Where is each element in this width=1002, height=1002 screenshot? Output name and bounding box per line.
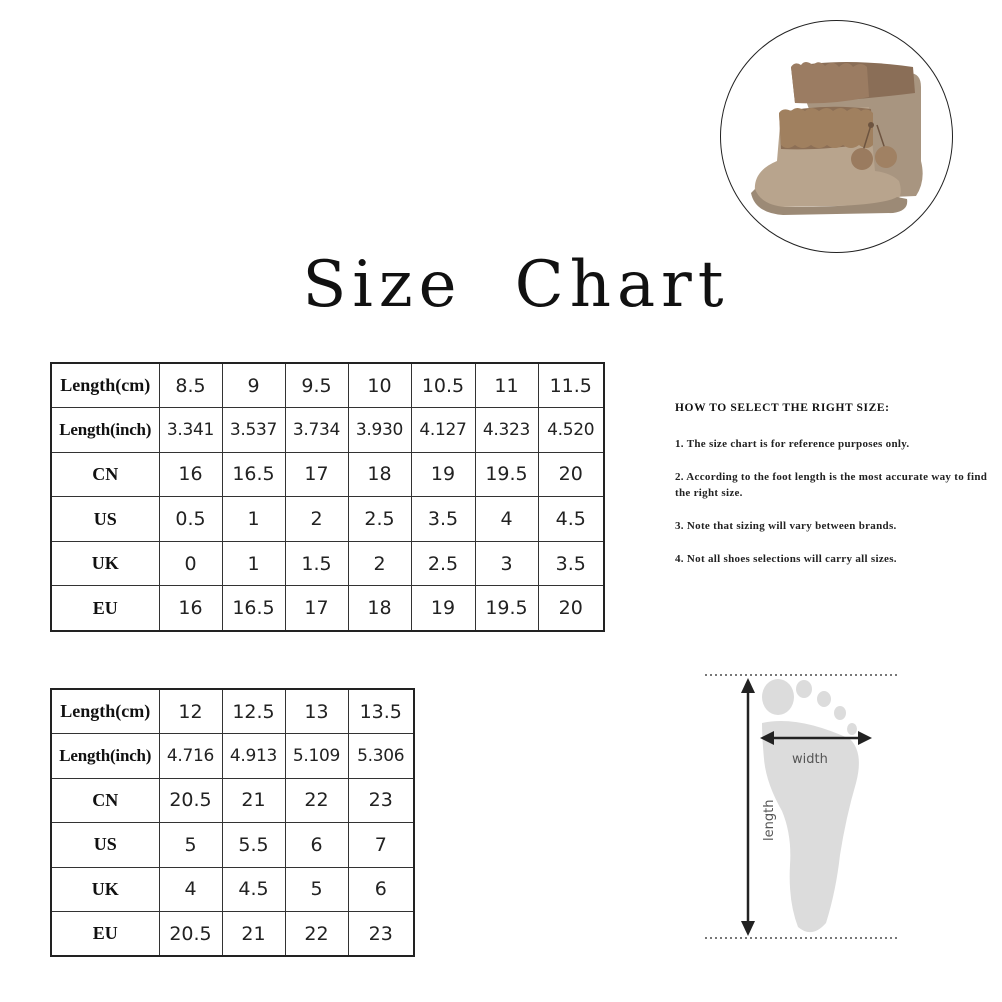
row-label: Length(cm) [51, 363, 159, 408]
table-row [51, 452, 604, 497]
table-cell: 17 [285, 452, 348, 497]
table-cell: 4.323 [475, 408, 538, 453]
table-cell: 11.5 [538, 363, 604, 408]
row-label: Length(cm) [51, 689, 159, 734]
table-cell: 20.5 [159, 912, 222, 957]
row-label: US [51, 497, 159, 542]
row-label: UK [51, 867, 159, 912]
table-cell: 5.5 [222, 823, 285, 868]
table-cell: 5.306 [348, 734, 414, 779]
table-cell: 3.734 [285, 408, 348, 453]
table-cell: 5 [159, 823, 222, 868]
table-cell: 12 [159, 689, 222, 734]
table-cell: 4.520 [538, 408, 604, 453]
table-cell: 16.5 [222, 452, 285, 497]
tip-item: 4. Not all shoes selections will carry all sizes. [675, 553, 897, 565]
row-label: CN [51, 778, 159, 823]
row-label: Length(inch) [51, 734, 159, 779]
tip-item: 3. Note that sizing will vary between brands. [675, 520, 897, 532]
table-cell: 18 [348, 586, 411, 631]
table-row [51, 689, 414, 734]
width-label: width [792, 752, 828, 767]
table-cell: 19.5 [475, 586, 538, 631]
table-cell: 5 [285, 867, 348, 912]
table-row [51, 363, 604, 408]
table-cell: 4.127 [411, 408, 475, 453]
table-row [51, 823, 414, 868]
table-cell: 0.5 [159, 497, 222, 542]
table-cell: 4.5 [222, 867, 285, 912]
table-cell: 2.5 [348, 497, 411, 542]
table-cell: 4.716 [159, 734, 222, 779]
table-cell: 6 [285, 823, 348, 868]
table-cell: 4 [159, 867, 222, 912]
table-cell: 13.5 [348, 689, 414, 734]
table-cell: 5.109 [285, 734, 348, 779]
table-cell: 19 [411, 586, 475, 631]
table-cell: 22 [285, 912, 348, 957]
table-cell: 1 [222, 541, 285, 586]
row-label: EU [51, 912, 159, 957]
table-cell: 4 [475, 497, 538, 542]
page-title: Size Chart [302, 248, 730, 322]
size-tips [675, 402, 995, 584]
table-cell: 16 [159, 452, 222, 497]
row-label: Length(inch) [51, 408, 159, 453]
table-cell: 7 [348, 823, 414, 868]
table-cell: 19 [411, 452, 475, 497]
table-cell: 23 [348, 778, 414, 823]
table-cell: 3.537 [222, 408, 285, 453]
table-cell: 10 [348, 363, 411, 408]
table-cell: 0 [159, 541, 222, 586]
table-cell: 1.5 [285, 541, 348, 586]
table-cell: 4.5 [538, 497, 604, 542]
table-cell: 23 [348, 912, 414, 957]
table-cell: 9 [222, 363, 285, 408]
tip-item: 2. According to the foot length is the most accurate way to find the right size. [675, 471, 988, 499]
table-cell: 8.5 [159, 363, 222, 408]
table-cell: 21 [222, 778, 285, 823]
size-table-2 [50, 688, 415, 957]
row-label: CN [51, 452, 159, 497]
table-cell: 20 [538, 586, 604, 631]
table-cell: 4.913 [222, 734, 285, 779]
table-cell: 9.5 [285, 363, 348, 408]
size-table-1 [50, 362, 605, 632]
tip-item: 1. The size chart is for reference purposes only. [675, 438, 910, 450]
length-label: length [762, 799, 777, 841]
table-cell: 12.5 [222, 689, 285, 734]
row-label: EU [51, 586, 159, 631]
row-label: US [51, 823, 159, 868]
table-cell: 3 [475, 541, 538, 586]
table-cell: 19.5 [475, 452, 538, 497]
table-cell: 21 [222, 912, 285, 957]
table-cell: 13 [285, 689, 348, 734]
row-label: UK [51, 541, 159, 586]
table-row [51, 867, 414, 912]
table-cell: 11 [475, 363, 538, 408]
table-cell: 3.5 [538, 541, 604, 586]
table-row [51, 586, 604, 631]
table-cell: 1 [222, 497, 285, 542]
table-cell: 22 [285, 778, 348, 823]
table-cell: 3.5 [411, 497, 475, 542]
table-row [51, 734, 414, 779]
table-cell: 2 [285, 497, 348, 542]
tips-title: HOW TO SELECT THE RIGHT SIZE: [675, 402, 890, 414]
table-row [51, 778, 414, 823]
table-row [51, 408, 604, 453]
table-cell: 10.5 [411, 363, 475, 408]
table-row [51, 497, 604, 542]
table-cell: 17 [285, 586, 348, 631]
table-cell: 3.930 [348, 408, 411, 453]
table-cell: 20 [538, 452, 604, 497]
table-row [51, 541, 604, 586]
table-row [51, 912, 414, 957]
table-cell: 20.5 [159, 778, 222, 823]
table-cell: 2.5 [411, 541, 475, 586]
table-cell: 2 [348, 541, 411, 586]
fur-boot-image [721, 21, 953, 253]
table-cell: 16.5 [222, 586, 285, 631]
table-cell: 16 [159, 586, 222, 631]
table-cell: 6 [348, 867, 414, 912]
foot-measure-diagram [700, 665, 910, 954]
table-cell: 3.341 [159, 408, 222, 453]
foot-icon [700, 665, 910, 950]
product-image [720, 20, 953, 253]
table-cell: 18 [348, 452, 411, 497]
